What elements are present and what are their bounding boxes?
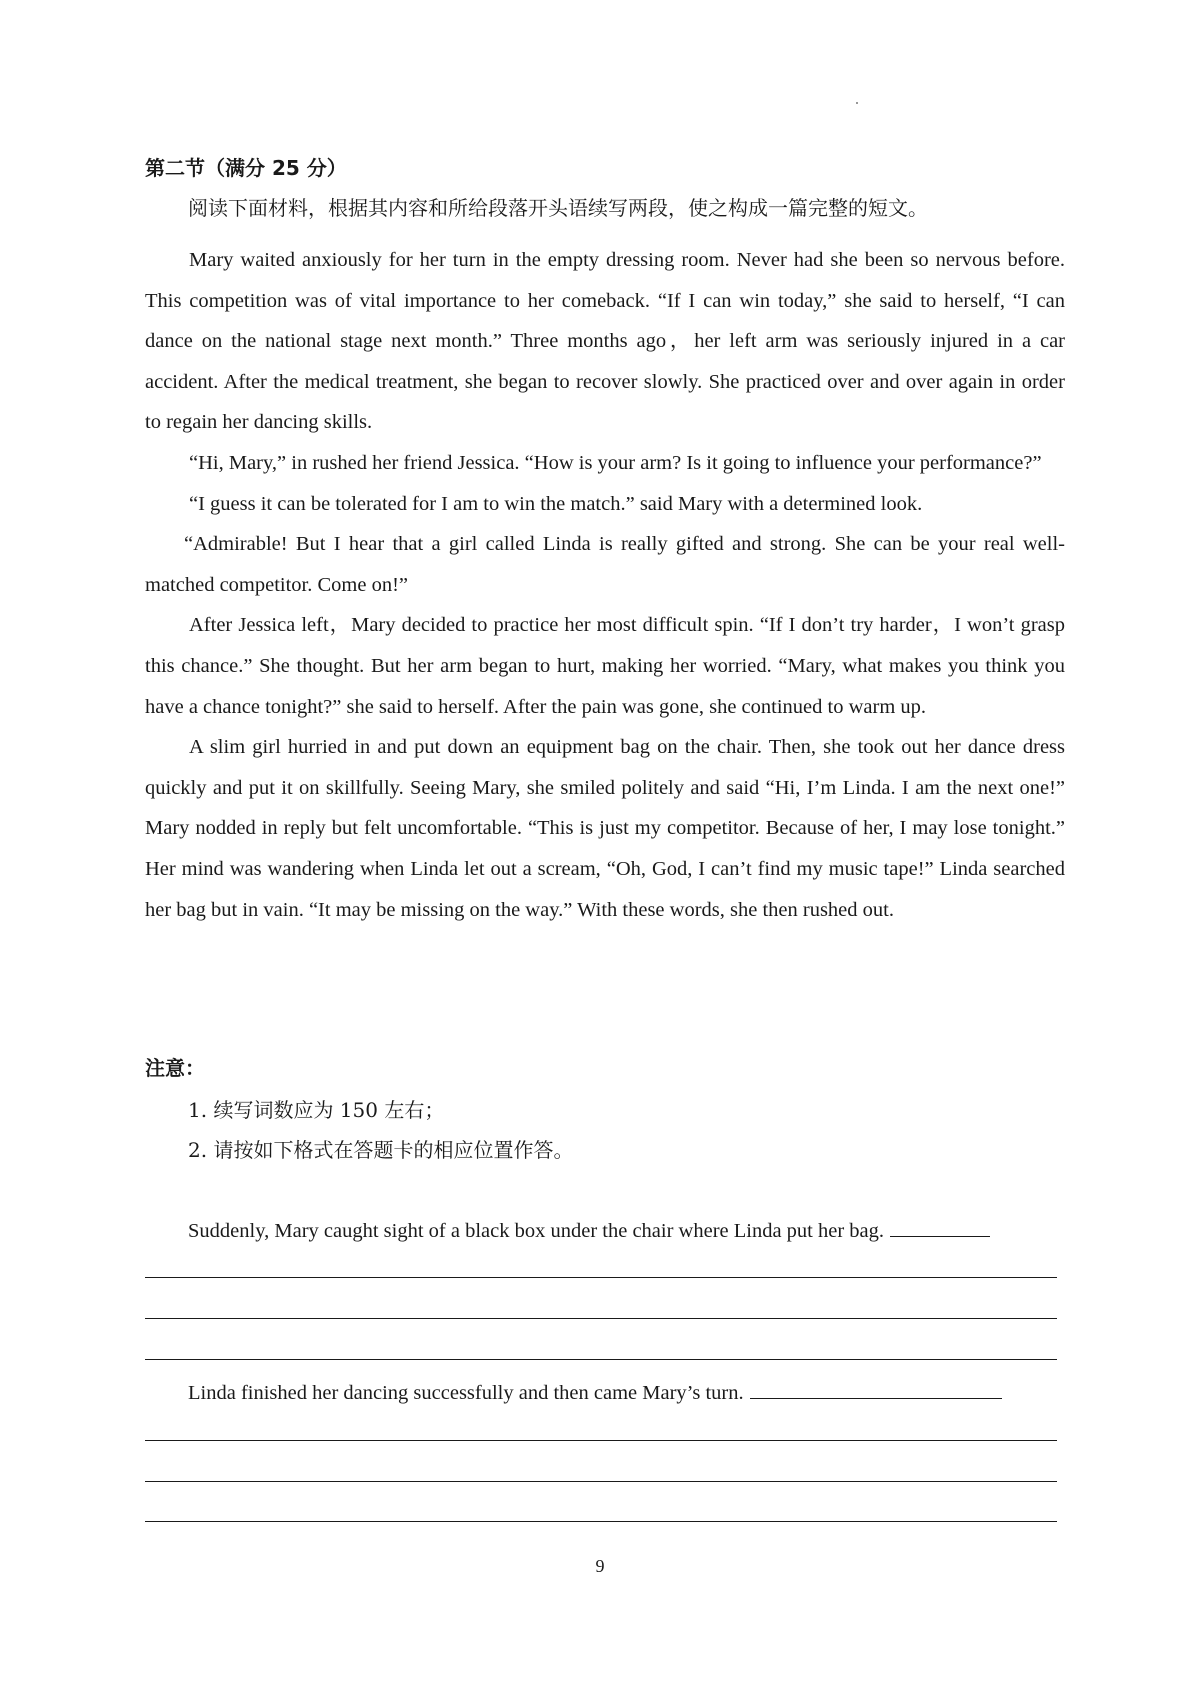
- answer-line[interactable]: [145, 1318, 1057, 1319]
- prompt-2-text: Linda finished her dancing successfully and then came Mary’s turn.: [188, 1382, 744, 1404]
- answer-blank-inline-1[interactable]: [890, 1216, 990, 1237]
- answer-blank-inline-2[interactable]: [750, 1378, 1002, 1399]
- answer-line[interactable]: [145, 1440, 1057, 1441]
- passage-paragraph-3: “I guess it can be tolerated for I am to win the match.” said Mary with a determined look.: [189, 492, 923, 515]
- scan-speck: [856, 102, 858, 104]
- passage-paragraph-4: “Admirable! But I hear that a girl called Linda is really gifted and strong. She can be your real well-matched competitor. Come on!”: [145, 533, 1065, 596]
- answer-line[interactable]: [145, 1359, 1057, 1360]
- continuation-prompt-1: [188, 1216, 990, 1245]
- section-title: 第二节（满分 25 分）: [145, 156, 347, 180]
- answer-line[interactable]: [145, 1481, 1057, 1482]
- passage-paragraph-1: Mary waited anxiously for her turn in the empty dressing room. Never had she been so nervous before. This competition was of vital importance to her comeback. “If I can win today,” she said to herself, “I can dance on the national stage next month.” Three months ago，her left arm was seriously injured in a car accident. After the medical treatment, she began to recover slowly. She practiced over and over again in order to regain her dancing skills.: [145, 249, 1065, 434]
- passage-paragraph-6: A slim girl hurried in and put down an equipment bag on the chair. Then, she took out her dance dress quickly and put it on skillfully. Seeing Mary, she smiled politely and said “Hi, I’m Linda. I am the next one!” Mary nodded in reply but felt uncomfortable. “This is just my competitor. Because of her, I may lose tonight.” Her mind was wandering when Linda let out a scream, “Oh, God, I can’t find my music tape!” Linda searched her bag but in vain. “It may be missing on the way.” With these words, she then rushed out.: [145, 736, 1065, 921]
- passage-paragraph-5: After Jessica left，Mary decided to practice her most difficult spin. “If I don’t try harder，I won’t grasp this chance.” She thought. But her arm began to hurt, making her worried. “Mary, what makes you think you have a chance tonight?” she said to herself. After the pain was gone, she continued to warm up.: [145, 614, 1065, 718]
- reading-passage: [145, 240, 1065, 930]
- note-item-2: 2. 请按如下格式在答题卡的相应位置作答。: [188, 1138, 574, 1162]
- notes-title: 注意：: [145, 1056, 205, 1080]
- section-instruction: 阅读下面材料，根据其内容和所给段落开头语续写两段，使之构成一篇完整的短文。: [188, 196, 928, 220]
- passage-paragraph-2: “Hi, Mary,” in rushed her friend Jessica. “How is your arm? Is it going to influence your performance?”: [189, 451, 1042, 474]
- page-number: 9: [595, 1556, 605, 1576]
- continuation-prompt-2: [188, 1378, 1002, 1407]
- answer-line[interactable]: [145, 1521, 1057, 1522]
- prompt-1-text: Suddenly, Mary caught sight of a black box under the chair where Linda put her bag.: [188, 1220, 885, 1242]
- note-item-1: 1. 续写词数应为 150 左右；: [188, 1098, 445, 1122]
- answer-line[interactable]: [145, 1277, 1057, 1278]
